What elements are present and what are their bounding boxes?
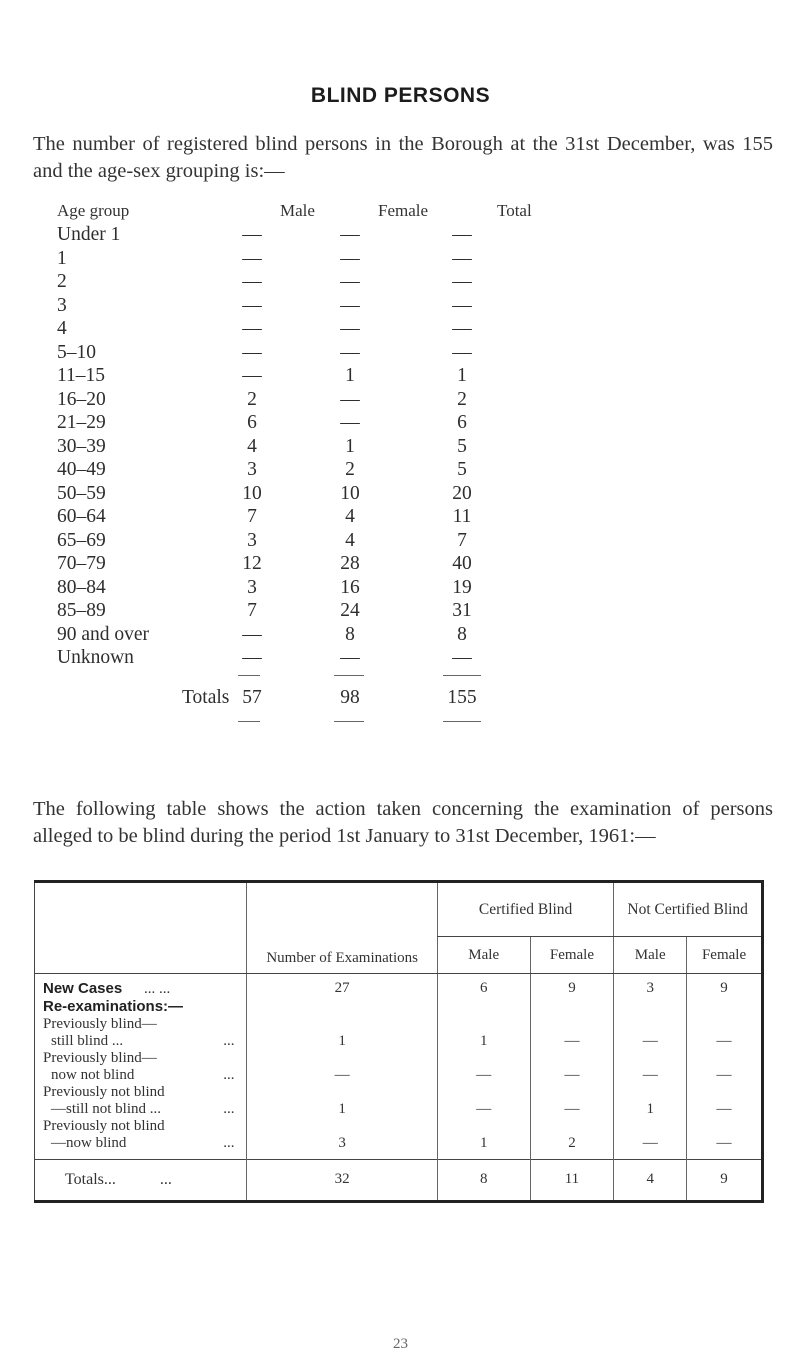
age-group-cell: 11–15	[57, 365, 106, 386]
exam-row	[35, 1084, 763, 1101]
exam-row-dots: ...	[223, 1101, 235, 1117]
exam-cert-female-cell: —	[530, 1067, 614, 1084]
header-not-certified-blind: Not Certified Blind	[614, 882, 763, 937]
new-cases-examinations: 27	[247, 974, 437, 999]
male-cell: —	[242, 647, 262, 668]
age-group-cell: 60–64	[57, 506, 106, 527]
exam-row-label-line1: Previously blind—	[43, 1050, 157, 1066]
age-header-female: Female	[378, 201, 429, 220]
totals-label: Totals...	[65, 1171, 116, 1188]
totals-rule-top	[334, 675, 364, 676]
exam-not-female-cell: —	[687, 1033, 763, 1050]
female-cell: 28	[340, 553, 360, 574]
age-group-cell: 30–39	[57, 435, 106, 457]
age-group-cell: 5–10	[57, 341, 96, 363]
totals-rule-top	[238, 675, 260, 676]
reexaminations-heading: Re-examinations:—	[43, 998, 184, 1015]
exam-not-female-cell: —	[687, 1101, 763, 1118]
exam-row-label-line1: Previously not blind	[43, 1118, 165, 1134]
total-cell: —	[452, 341, 472, 363]
female-cell: 4	[345, 506, 355, 527]
age-group-cell: 4	[57, 318, 67, 339]
total-cell: 11	[452, 506, 472, 527]
exam-row	[35, 1050, 763, 1067]
totals-rule-bottom	[443, 721, 481, 722]
exam-num-cell: —	[247, 1067, 437, 1084]
age-header-male: Male	[280, 201, 315, 220]
female-cell: —	[340, 647, 360, 668]
new-cases-dots: ... ...	[143, 981, 171, 997]
age-group-cell: Unknown	[57, 647, 134, 668]
exam-cert-male-cell: 1	[437, 1033, 530, 1050]
male-cell: 3	[247, 529, 257, 551]
male-cell: 7	[247, 600, 257, 621]
total-cell: 6	[457, 412, 467, 433]
exam-not-female-cell: —	[687, 1135, 763, 1159]
age-group-cell: 70–79	[57, 553, 106, 574]
totals-cert-male: 8	[437, 1159, 530, 1201]
exam-cert-female-cell: —	[530, 1033, 614, 1050]
total-cell: —	[452, 318, 472, 339]
age-group-cell: 50–59	[57, 482, 106, 504]
totals-cert-female: 11	[530, 1159, 614, 1201]
male-cell: 6	[247, 412, 257, 433]
exam-row-dots: ...	[223, 1067, 235, 1083]
header-not-certified-male: Male	[614, 937, 687, 974]
exam-cert-male-cell: —	[437, 1101, 530, 1118]
male-cell: 10	[242, 482, 262, 504]
totals-label: Totals	[182, 686, 230, 708]
exam-row-label-line2-cell	[35, 1101, 247, 1118]
exam-row-label-line2-cell	[35, 1067, 247, 1084]
new-cases-not-male: 3	[614, 974, 687, 999]
age-table-row	[0, 647, 801, 674]
exam-cert-male-cell: 1	[437, 1135, 530, 1159]
male-cell: —	[242, 318, 262, 339]
female-cell: 10	[340, 482, 360, 504]
female-cell: —	[340, 224, 360, 245]
female-cell: —	[340, 318, 360, 339]
male-cell: —	[242, 294, 262, 316]
age-group-cell: 80–84	[57, 576, 106, 598]
exam-row-dots: ...	[223, 1135, 235, 1151]
age-group-cell: 90 and over	[57, 623, 150, 645]
second-paragraph: The following table shows the action taken concerning the examination of persons alleged to be blind during the period 1st January to 31st December, 1961:—	[33, 798, 773, 847]
male-cell: 2	[247, 388, 257, 410]
exam-row-label-line2: —still not blind ...	[51, 1101, 162, 1117]
totals-male: 57	[242, 686, 262, 708]
reexam-heading-cell	[35, 998, 247, 1016]
female-cell: 8	[345, 623, 355, 645]
female-cell: —	[340, 247, 360, 269]
total-cell: —	[452, 271, 472, 292]
exam-row-dots: ...	[223, 1033, 235, 1049]
total-cell: —	[452, 247, 472, 269]
exam-row	[35, 1118, 763, 1135]
age-group-cell: Under 1	[57, 224, 121, 245]
age-totals-row	[0, 687, 801, 714]
new-cases-not-female: 9	[687, 974, 763, 999]
exam-row-label-line2: —now blind	[51, 1135, 127, 1151]
new-cases-cert-male: 6	[437, 974, 530, 999]
total-cell: 40	[452, 553, 472, 574]
female-cell: —	[340, 341, 360, 363]
exam-row	[35, 1016, 763, 1033]
totals-not-female: 9	[687, 1159, 763, 1201]
header-certified-male: Male	[437, 937, 530, 974]
totals-rule-bottom	[334, 721, 364, 722]
male-cell: —	[242, 341, 262, 363]
totals-total: 155	[447, 686, 477, 708]
exam-not-female-cell: —	[687, 1067, 763, 1084]
age-group-cell: 3	[57, 294, 67, 316]
female-cell: 1	[345, 435, 355, 457]
total-cell: 20	[452, 482, 472, 504]
exam-not-male-cell: —	[614, 1067, 687, 1084]
female-cell: —	[340, 294, 360, 316]
female-cell: —	[340, 271, 360, 292]
new-cases-label: New Cases	[43, 980, 123, 997]
male-cell: —	[242, 224, 262, 245]
total-cell: 19	[452, 576, 472, 598]
total-cell: 5	[457, 435, 467, 457]
male-cell: 4	[247, 435, 257, 457]
totals-rule-bottom	[238, 721, 260, 722]
totals-dots: ...	[159, 1171, 172, 1188]
age-group-cell: 1	[57, 247, 67, 269]
male-cell: —	[242, 623, 262, 645]
total-cell: —	[452, 294, 472, 316]
age-group-cell: 2	[57, 271, 67, 292]
total-cell: 1	[457, 365, 467, 386]
header-certified-female: Female	[530, 937, 614, 974]
exam-num-cell: 1	[247, 1033, 437, 1050]
exam-num-cell: 3	[247, 1135, 437, 1159]
exam-cert-female-cell: 2	[530, 1135, 614, 1159]
totals-rule-top	[443, 675, 481, 676]
new-cases-label-cell	[35, 974, 247, 999]
exam-not-male-cell: —	[614, 1135, 687, 1159]
exam-row-label-line1: Previously not blind	[43, 1084, 165, 1100]
age-group-cell: 21–29	[57, 412, 106, 433]
exam-row-label-line1: Previously blind—	[43, 1016, 157, 1032]
total-cell: 2	[457, 388, 467, 410]
exam-row-label-line2: still blind ...	[51, 1033, 124, 1049]
female-cell: 24	[340, 600, 360, 621]
header-number-of-examinations: Number of Examinations	[247, 882, 437, 974]
male-cell: 3	[247, 576, 257, 598]
page-number: 23	[393, 1336, 408, 1352]
age-header-age-group: Age group	[57, 201, 130, 220]
totals-female: 98	[340, 686, 360, 708]
male-cell: —	[242, 247, 262, 269]
exam-not-male-cell: —	[614, 1033, 687, 1050]
total-cell: 7	[457, 529, 467, 551]
total-cell: 8	[457, 623, 467, 645]
male-cell: —	[242, 271, 262, 292]
male-cell: 7	[247, 506, 257, 527]
exam-row-values	[35, 1101, 763, 1118]
exam-cert-male-cell: —	[437, 1067, 530, 1084]
exam-cert-female-cell: —	[530, 1101, 614, 1118]
age-group-cell: 85–89	[57, 600, 106, 621]
female-cell: 1	[345, 365, 355, 386]
exam-row-label-line2-cell	[35, 1135, 247, 1159]
totals-examinations: 32	[247, 1159, 437, 1201]
exam-not-male-cell: 1	[614, 1101, 687, 1118]
total-cell: 31	[452, 600, 472, 621]
age-group-cell: 65–69	[57, 529, 106, 551]
page-title: BLIND PERSONS	[310, 84, 491, 107]
exam-row-values	[35, 1033, 763, 1050]
female-cell: 4	[345, 529, 355, 551]
age-header-total: Total	[497, 201, 532, 220]
male-cell: —	[242, 365, 262, 386]
female-cell: 2	[345, 459, 355, 480]
age-group-cell: 40–49	[57, 459, 106, 480]
female-cell: —	[340, 388, 360, 410]
total-cell: 5	[457, 459, 467, 480]
female-cell: —	[340, 412, 360, 433]
total-cell: —	[452, 224, 472, 245]
exam-row-values	[35, 1067, 763, 1084]
exam-row-label-line2: now not blind	[51, 1067, 135, 1083]
examinations-table	[34, 880, 764, 1203]
female-cell: 16	[340, 576, 360, 598]
total-cell: —	[452, 647, 472, 668]
totals-not-male: 4	[614, 1159, 687, 1201]
blank-header-cell	[35, 882, 247, 974]
new-cases-cert-female: 9	[530, 974, 614, 999]
age-group-cell: 16–20	[57, 388, 106, 410]
header-not-certified-female: Female	[687, 937, 763, 974]
male-cell: 3	[247, 459, 257, 480]
male-cell: 12	[242, 553, 262, 574]
exam-row-values	[35, 1135, 763, 1159]
exam-num-cell: 1	[247, 1101, 437, 1118]
intro-paragraph: The number of registered blind persons in the Borough at the 31st December, was 155 and the age-sex grouping is:—	[33, 133, 773, 182]
exam-row-label-line2-cell	[35, 1033, 247, 1050]
totals-label-cell	[35, 1159, 247, 1201]
header-certified-blind: Certified Blind	[437, 882, 613, 937]
